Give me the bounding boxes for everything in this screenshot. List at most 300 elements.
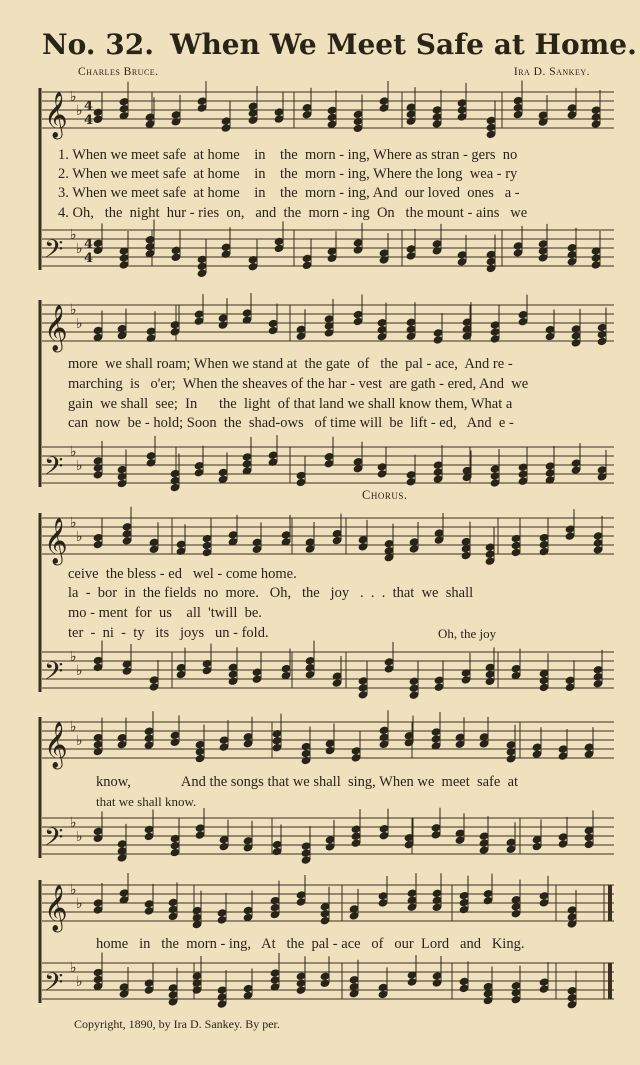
notehead (302, 261, 312, 269)
verse-4-line-3: ter - ni - ty its joys un - fold. (68, 625, 269, 641)
svg-text:♭: ♭ (70, 302, 77, 318)
notehead (483, 896, 493, 904)
notehead (117, 324, 127, 332)
notehead (327, 106, 337, 114)
notehead (324, 453, 334, 461)
notehead (93, 246, 103, 254)
notehead (296, 898, 306, 906)
svg-text:♭: ♭ (70, 649, 77, 665)
notehead (195, 831, 205, 839)
notehead (459, 891, 469, 899)
notehead (296, 471, 306, 479)
notehead (122, 523, 132, 531)
notehead (490, 335, 500, 343)
notehead (353, 124, 363, 132)
notehead (511, 995, 521, 1003)
notehead (274, 108, 284, 116)
notehead (252, 675, 262, 683)
notehead (217, 909, 227, 917)
notehead (302, 111, 312, 119)
notehead (377, 325, 387, 333)
notehead (305, 656, 315, 664)
notehead (539, 533, 549, 541)
notehead (149, 545, 159, 553)
notehead (145, 113, 155, 121)
notehead (584, 750, 594, 758)
notehead (432, 120, 442, 128)
notehead (324, 460, 334, 468)
notehead (219, 835, 229, 843)
notehead (93, 115, 103, 123)
notehead (228, 677, 238, 685)
svg-text:4: 4 (84, 113, 94, 128)
notehead (93, 906, 103, 914)
notehead (302, 104, 312, 112)
notehead (219, 743, 229, 751)
notehead (431, 728, 441, 736)
notehead (248, 102, 258, 110)
notehead (457, 99, 467, 107)
notehead (433, 329, 443, 337)
notehead (144, 907, 154, 915)
notehead (483, 889, 493, 897)
svg-text:♭: ♭ (76, 663, 83, 679)
notehead (217, 993, 227, 1001)
notehead (485, 543, 495, 551)
svg-text:4: 4 (84, 99, 94, 114)
notehead (457, 251, 467, 259)
notehead (406, 478, 416, 486)
chorus-label: Chorus. (362, 488, 408, 502)
notehead (168, 912, 178, 920)
notehead (593, 546, 603, 554)
notehead (558, 752, 568, 760)
notehead (243, 906, 253, 914)
notehead (325, 843, 335, 851)
notehead (146, 459, 156, 467)
notehead (406, 332, 416, 340)
notehead (353, 246, 363, 254)
notehead (119, 261, 129, 269)
notehead (539, 683, 549, 691)
notehead (539, 676, 549, 684)
notehead (349, 990, 359, 998)
notehead (243, 837, 253, 845)
notehead (351, 839, 361, 847)
notehead (567, 986, 577, 994)
notehead (242, 460, 252, 468)
notehead (490, 479, 500, 487)
notehead (567, 1000, 577, 1008)
svg-text:𝄞: 𝄞 (44, 305, 68, 351)
notehead (538, 240, 548, 248)
notehead (93, 239, 103, 247)
notehead (195, 740, 205, 748)
notehead (197, 97, 207, 105)
notehead (228, 670, 238, 678)
notehead (353, 310, 363, 318)
notehead (565, 525, 575, 533)
notehead (377, 470, 387, 478)
notehead (358, 684, 368, 692)
notehead (119, 889, 129, 897)
notehead (567, 251, 577, 259)
notehead (506, 845, 516, 853)
notehead (176, 670, 186, 678)
notehead (377, 332, 387, 340)
notehead (93, 740, 103, 748)
notehead (170, 738, 180, 746)
notehead (567, 104, 577, 112)
notehead (327, 120, 337, 128)
notehead (301, 749, 311, 757)
notehead (197, 269, 207, 277)
notehead (332, 536, 342, 544)
notehead (197, 262, 207, 270)
notehead (406, 110, 416, 118)
notehead (565, 676, 575, 684)
notehead (168, 898, 178, 906)
notehead (194, 317, 204, 325)
notehead (320, 972, 330, 980)
notehead (332, 529, 342, 537)
notehead (296, 891, 306, 899)
notehead (455, 740, 465, 748)
notehead (272, 736, 282, 744)
notehead (144, 832, 154, 840)
notehead (327, 254, 337, 262)
notehead (272, 743, 282, 751)
notehead (539, 892, 549, 900)
notehead (532, 835, 542, 843)
notehead (305, 663, 315, 671)
notehead (119, 105, 129, 113)
notehead (513, 249, 523, 257)
svg-text:𝄢: 𝄢 (44, 235, 64, 270)
svg-text:♭: ♭ (70, 515, 77, 531)
notehead (584, 833, 594, 841)
notehead (93, 827, 103, 835)
bass-cue-that-we-shall-know: that we shall know. (96, 794, 197, 809)
notehead (409, 684, 419, 692)
notehead (597, 466, 607, 474)
notehead (459, 984, 469, 992)
notehead (202, 666, 212, 674)
verse-2-line-3: la - bor in the fields no more. Oh, the joy . . . that we shall (68, 585, 474, 601)
notehead (539, 547, 549, 555)
notehead (490, 472, 500, 480)
svg-text:♭: ♭ (70, 882, 77, 898)
notehead (431, 831, 441, 839)
notehead (145, 120, 155, 128)
notehead (558, 840, 568, 848)
notehead (170, 483, 180, 491)
notehead (483, 989, 493, 997)
composer-credit: Ira D. Sankey. (513, 66, 590, 78)
notehead (591, 254, 601, 262)
notehead (170, 321, 180, 329)
notehead (432, 979, 442, 987)
notehead (358, 536, 368, 544)
notehead (93, 457, 103, 465)
svg-text:♭: ♭ (70, 960, 77, 976)
notehead (195, 754, 205, 762)
notehead (320, 910, 330, 918)
notehead (431, 824, 441, 832)
verse-4-line-1: 4. Oh, the night hur - ries on, and the morn - ing On the mount - ains we (58, 205, 528, 221)
notehead (325, 746, 335, 754)
copyright-footer: Copyright, 1890, by Ira D. Sankey. By per. (74, 1017, 280, 1031)
notehead (584, 826, 594, 834)
notehead (243, 984, 253, 992)
notehead (194, 469, 204, 477)
notehead (270, 896, 280, 904)
notehead (567, 993, 577, 1001)
notehead (513, 242, 523, 250)
notehead (379, 97, 389, 105)
notehead (567, 913, 577, 921)
notehead (296, 972, 306, 980)
notehead (461, 551, 471, 559)
notehead (384, 553, 394, 561)
verse-1-line-3: ceive the bless - ed wel - come home. (68, 566, 297, 582)
notehead (384, 665, 394, 673)
notehead (511, 981, 521, 989)
notehead (378, 990, 388, 998)
notehead (358, 543, 368, 551)
notehead (567, 258, 577, 266)
svg-text:𝄞: 𝄞 (44, 885, 68, 931)
notehead (93, 968, 103, 976)
notehead (593, 532, 603, 540)
notehead (168, 991, 178, 999)
notehead (194, 462, 204, 470)
notehead (119, 98, 129, 106)
notehead (591, 113, 601, 121)
verse-2-line-2: marching is o'er; When the sheaves of the har - vest are gath - ered, And we (68, 376, 529, 392)
notehead (506, 755, 516, 763)
notehead (591, 120, 601, 128)
verse-1-line-2: more we shall roam; When we stand at the gate of the pal - ace, And re - (68, 356, 513, 372)
notehead (406, 252, 416, 260)
notehead (117, 840, 127, 848)
notehead (117, 331, 127, 339)
notehead (485, 670, 495, 678)
notehead (406, 471, 416, 479)
notehead (93, 656, 103, 664)
notehead (490, 328, 500, 336)
notehead (483, 982, 493, 990)
notehead (584, 743, 594, 751)
notehead (170, 841, 180, 849)
notehead (511, 548, 521, 556)
notehead (217, 986, 227, 994)
notehead (518, 317, 528, 325)
notehead (93, 975, 103, 983)
notehead (378, 899, 388, 907)
notehead (538, 111, 548, 119)
notehead (248, 262, 258, 270)
svg-text:♭: ♭ (76, 529, 83, 545)
notehead (242, 453, 252, 461)
notehead (218, 475, 228, 483)
verse-3-line-3: mo - ment for us all 'twill be. (68, 605, 262, 621)
notehead (486, 116, 496, 124)
notehead (202, 541, 212, 549)
notehead (479, 846, 489, 854)
notehead (513, 96, 523, 104)
notehead (591, 261, 601, 269)
notehead (221, 124, 231, 132)
notehead (281, 531, 291, 539)
notehead (571, 459, 581, 467)
notehead (296, 478, 306, 486)
notehead (584, 840, 594, 848)
notehead (353, 239, 363, 247)
notehead (379, 831, 389, 839)
notehead (434, 676, 444, 684)
svg-text:♭: ♭ (76, 974, 83, 990)
notehead (518, 477, 528, 485)
notehead (149, 676, 159, 684)
bass-cue-oh-the-joy: Oh, the joy (438, 626, 497, 641)
notehead (252, 545, 262, 553)
notehead (274, 244, 284, 252)
svg-text:4: 4 (84, 251, 94, 266)
notehead (571, 332, 581, 340)
notehead (217, 916, 227, 924)
notehead (511, 664, 521, 672)
notehead (176, 663, 186, 671)
notehead (486, 257, 496, 265)
notehead (409, 691, 419, 699)
notehead (242, 309, 252, 317)
notehead (377, 463, 387, 471)
notehead (432, 113, 442, 121)
notehead (518, 463, 528, 471)
notehead (324, 315, 334, 323)
notehead (176, 540, 186, 548)
svg-text:♭: ♭ (70, 89, 77, 105)
notehead (538, 254, 548, 262)
notehead (301, 849, 311, 857)
notehead (433, 468, 443, 476)
notehead (432, 106, 442, 114)
hymn-number: No. 32. (42, 28, 154, 61)
svg-text:♭: ♭ (76, 896, 83, 912)
notehead (571, 466, 581, 474)
svg-text:♭: ♭ (70, 444, 77, 460)
notehead (221, 117, 231, 125)
notehead (353, 465, 363, 473)
notehead (93, 333, 103, 341)
svg-text:♭: ♭ (76, 458, 83, 474)
svg-text:♭: ♭ (76, 103, 83, 119)
notehead (379, 740, 389, 748)
notehead (218, 321, 228, 329)
verse-2-line-1: 2. When we meet safe at home in the morn - ing, Where the long wea - ry (58, 166, 518, 182)
notehead (545, 332, 555, 340)
notehead (296, 979, 306, 987)
notehead (301, 842, 311, 850)
notehead (149, 683, 159, 691)
verse-3-line-1: 3. When we meet safe at home in the morn - ing, And our loved ones a - (58, 185, 520, 201)
notehead (144, 727, 154, 735)
notehead (407, 978, 417, 986)
notehead (221, 243, 231, 251)
notehead (459, 977, 469, 985)
notehead (432, 903, 442, 911)
notehead (558, 833, 568, 841)
notehead (571, 339, 581, 347)
notehead (532, 743, 542, 751)
notehead (379, 104, 389, 112)
notehead (197, 255, 207, 263)
notehead (146, 327, 156, 335)
notehead (228, 531, 238, 539)
notehead (327, 113, 337, 121)
notehead (144, 986, 154, 994)
verse-4-line-2: can now be - hold; Soon the shad-ows of time will be lift - ed, And e - (68, 415, 514, 431)
notehead (218, 468, 228, 476)
notehead (434, 683, 444, 691)
notehead (351, 825, 361, 833)
notehead (539, 985, 549, 993)
notehead (252, 668, 262, 676)
notehead (217, 1000, 227, 1008)
notehead (170, 469, 180, 477)
notehead (351, 832, 361, 840)
notehead (511, 909, 521, 917)
notehead (459, 898, 469, 906)
notehead (565, 532, 575, 540)
notehead (268, 326, 278, 334)
svg-text:𝄞: 𝄞 (44, 518, 68, 564)
notehead (281, 664, 291, 672)
notehead (171, 111, 181, 119)
notehead (353, 117, 363, 125)
notehead (168, 984, 178, 992)
notehead (479, 740, 489, 748)
notehead (565, 683, 575, 691)
notehead (270, 969, 280, 977)
notehead (532, 842, 542, 850)
notehead (591, 106, 601, 114)
notehead (93, 533, 103, 541)
notehead (377, 318, 387, 326)
notehead (409, 677, 419, 685)
notehead (170, 328, 180, 336)
notehead (146, 452, 156, 460)
notehead (567, 111, 577, 119)
svg-text:♭: ♭ (76, 733, 83, 749)
notehead (93, 108, 103, 116)
notehead (485, 677, 495, 685)
notehead (406, 245, 416, 253)
notehead (144, 734, 154, 742)
notehead (457, 106, 467, 114)
notehead (243, 740, 253, 748)
notehead (461, 544, 471, 552)
svg-text:♭: ♭ (70, 227, 77, 243)
svg-text:𝄢: 𝄢 (44, 452, 64, 487)
notehead (479, 832, 489, 840)
notehead (296, 986, 306, 994)
notehead (593, 539, 603, 547)
notehead (320, 979, 330, 987)
notehead (379, 824, 389, 832)
notehead (144, 979, 154, 987)
